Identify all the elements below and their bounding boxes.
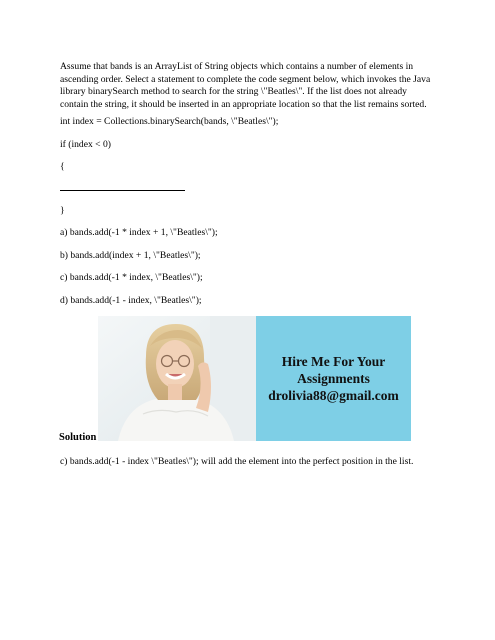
woman-photo-icon <box>98 316 256 441</box>
option-d: d) bands.add(-1 - index, \"Beatles\"); <box>60 295 202 306</box>
ad-email: drolivia88@gmail.com <box>268 388 399 403</box>
advertisement-text <box>256 316 411 441</box>
solution-answer: c) bands.add(-1 - index \"Beatles\"); will add the element into the perfect position in the list. <box>60 456 414 467</box>
question-line: Assume that bands is an ArrayList of String objects which contains a number of elements in <box>60 61 414 72</box>
question-line: contain the string, it should be inserted in an appropriate location so that the list remains sorted. <box>60 98 427 110</box>
code-open-brace: { <box>60 161 65 172</box>
question-line: library binarySearch method to search for the string \"Beatles\". If the list does not already <box>60 86 407 98</box>
question-paragraph <box>60 61 440 111</box>
ad-headline-line-1: Hire Me For Your <box>281 354 386 369</box>
woman-photo-image <box>98 316 256 441</box>
advertisement-banner[interactable] <box>98 316 411 441</box>
code-close-brace: } <box>60 205 65 216</box>
code-line-binary-search: int index = Collections.binarySearch(bands, \"Beatles\"); <box>60 116 279 127</box>
option-a: a) bands.add(-1 * index + 1, \"Beatles\"); <box>60 227 218 238</box>
option-b: b) bands.add(index + 1, \"Beatles\"); <box>60 250 201 261</box>
option-c: c) bands.add(-1 * index, \"Beatles\"); <box>60 272 203 283</box>
answer-blank-line <box>60 190 185 191</box>
solution-heading: Solution <box>59 432 97 443</box>
code-line-if: if (index < 0) <box>60 139 111 150</box>
question-line: ascending order. Select a statement to complete the code segment below, which invokes the Java <box>60 73 431 85</box>
ad-headline-line-2: Assignments <box>297 371 370 386</box>
